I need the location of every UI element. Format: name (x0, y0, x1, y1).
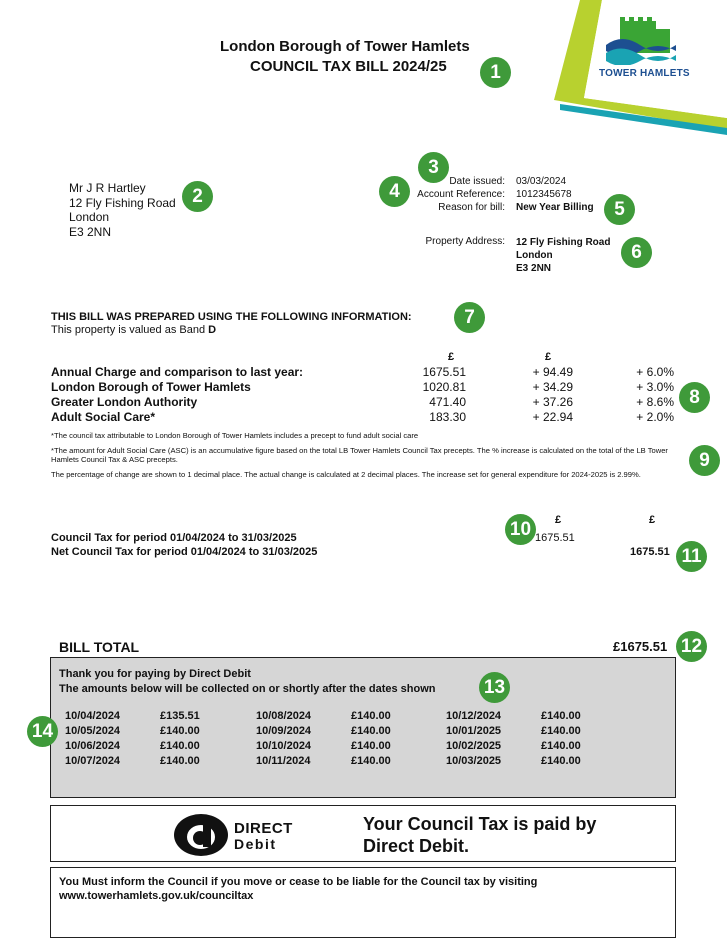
paid-by-direct-debit-line1: Your Council Tax is paid by (363, 814, 597, 834)
period-currency-2: £ (649, 514, 656, 526)
marker-5: 5 (604, 194, 635, 225)
charge-label: London Borough of Tower Hamlets (51, 380, 251, 394)
schedule-column (446, 709, 581, 769)
charge-label: Adult Social Care* (51, 410, 156, 424)
schedule-date: 10/08/2024 (256, 710, 312, 722)
schedule-amount: £140.00 (541, 740, 581, 752)
schedule-item (256, 754, 391, 769)
schedule-item (65, 724, 200, 739)
note-asc-calculation: *The amount for Adult Social Care (ASC) is an accumulative figure based on the total LB Tower Hamlets Council Tax precepts. The % increase is calculated on the total of the LB Tower Hamlets Council Tax & ASC precepts. (51, 446, 668, 464)
council-name: London Borough of Tower Hamlets (220, 38, 470, 55)
schedule-column (256, 709, 391, 769)
schedule-item (446, 724, 581, 739)
reason: New Year Billing (516, 202, 594, 213)
direct-debit-collection-note: The amounts below will be collected on or shortly after the dates shown (59, 683, 436, 695)
band-text: This property is valued as Band (51, 324, 209, 336)
marker-2: 2 (182, 181, 213, 212)
band-value: D (208, 324, 217, 336)
schedule-date: 10/11/2024 (256, 755, 311, 767)
net-council-tax-label: Net Council Tax for period 01/04/2024 to 31/03/2025 (51, 546, 318, 558)
schedule-date: 10/06/2024 (65, 740, 121, 752)
charge-amount: 1675.51 (422, 365, 466, 379)
marker-12: 12 (676, 631, 707, 662)
charge-change: + 34.29 (532, 380, 573, 394)
charges-table (51, 365, 681, 425)
schedule-amount: £140.00 (351, 725, 391, 737)
account-ref: 1012345678 (516, 189, 572, 200)
property-address-label: Property Address: (425, 236, 505, 247)
charge-amount: 1020.81 (422, 380, 466, 394)
marker-8: 8 (679, 382, 710, 413)
net-council-tax-amount: 1675.51 (630, 546, 670, 558)
direct-debit-logo-word1: DIRECT (234, 820, 293, 837)
info-heading: THIS BILL WAS PREPARED USING THE FOLLOWING INFORMATION: (51, 311, 412, 323)
marker-13: 13 (479, 672, 510, 703)
schedule-amount: £140.00 (541, 755, 581, 767)
currency-header-change: £ (545, 351, 552, 363)
recipient-line: London (69, 210, 110, 224)
schedule-amount: £140.00 (160, 755, 200, 767)
schedule-amount: £140.00 (541, 725, 581, 737)
schedule-date: 10/09/2024 (256, 725, 312, 737)
paid-by-direct-debit-line2: Direct Debit. (363, 836, 470, 856)
charge-change: + 37.26 (532, 395, 573, 409)
schedule-date: 10/12/2024 (446, 710, 502, 722)
schedule-date: 10/02/2025 (446, 740, 502, 752)
charge-label: Greater London Authority (51, 395, 198, 409)
marker-3: 3 (418, 152, 449, 183)
marker-6: 6 (621, 237, 652, 268)
charge-pct: + 6.0% (636, 365, 674, 379)
schedule-date: 10/01/2025 (446, 725, 502, 737)
reason-label: Reason for bill: (438, 202, 505, 213)
schedule-amount: £140.00 (351, 755, 391, 767)
schedule-item (256, 739, 391, 754)
recipient-line: E3 2NN (69, 224, 112, 239)
schedule-item (65, 754, 200, 769)
property-address (516, 236, 610, 275)
charge-change: + 94.49 (532, 365, 573, 379)
charge-row (51, 410, 681, 425)
council-tax-period-amount: 1675.51 (535, 532, 575, 544)
bill-total-label: BILL TOTAL (59, 639, 140, 655)
charge-label: Annual Charge and comparison to last year: (51, 365, 304, 379)
schedule-amount: £135.51 (160, 710, 200, 722)
charge-pct: + 3.0% (636, 380, 674, 394)
property-line: E3 2NN (516, 263, 552, 274)
recipient-line: 12 Fly Fishing Road (69, 195, 176, 210)
schedule-column (65, 709, 200, 769)
tower-hamlets-logo-icon (602, 15, 680, 65)
schedule-item (256, 709, 391, 724)
recipient-line: Mr J R Hartley (69, 181, 146, 195)
note-percentage: The percentage of change are shown to 1 decimal place. The actual change is calculated at 2 decimal places. The increase set for general expenditure for 2024-2025 is 2.99%. (51, 470, 641, 479)
direct-debit-thanks: Thank you for paying by Direct Debit (59, 668, 251, 680)
charge-amount: 471.40 (429, 395, 466, 409)
recipient-address (69, 181, 176, 239)
schedule-item (446, 754, 581, 769)
direct-debit-logo-word2: Debit (234, 836, 277, 852)
schedule-date: 10/05/2024 (65, 725, 121, 737)
schedule-amount: £140.00 (541, 710, 581, 722)
direct-debit-logo-icon (173, 813, 229, 857)
schedule-item (256, 724, 391, 739)
marker-9: 9 (689, 445, 720, 476)
charge-amount: 183.30 (429, 410, 466, 424)
currency-header-amount: £ (448, 351, 455, 363)
charge-row (51, 365, 681, 380)
marker-1: 1 (480, 57, 511, 88)
marker-4: 4 (379, 176, 410, 207)
schedule-item (65, 709, 200, 724)
period-currency-1: £ (555, 514, 562, 526)
date-issued: 03/03/2024 (516, 176, 567, 187)
charge-pct: + 8.6% (636, 395, 674, 409)
marker-11: 11 (676, 541, 707, 572)
date-issued-label: Date issued: (449, 176, 505, 187)
bill-total-amount: £1675.51 (613, 639, 668, 654)
council-tax-period-label: Council Tax for period 01/04/2024 to 31/03/2025 (51, 532, 297, 544)
property-line: 12 Fly Fishing Road (516, 237, 611, 248)
marker-10: 10 (505, 514, 536, 545)
logo-text: TOWER HAMLETS (599, 68, 690, 79)
schedule-date: 10/04/2024 (65, 710, 121, 722)
schedule-item (446, 739, 581, 754)
schedule-item (446, 709, 581, 724)
schedule-date: 10/10/2024 (256, 740, 312, 752)
marker-14: 14 (27, 716, 58, 747)
account-ref-label: Account Reference: (417, 189, 505, 200)
footer-website-link[interactable]: www.towerhamlets.gov.uk/counciltax (59, 890, 254, 902)
schedule-date: 10/03/2025 (446, 755, 502, 767)
marker-7: 7 (454, 302, 485, 333)
schedule-amount: £140.00 (160, 725, 200, 737)
charge-pct: + 2.0% (636, 410, 674, 424)
property-line: London (516, 250, 553, 261)
schedule-item (65, 739, 200, 754)
schedule-amount: £140.00 (351, 740, 391, 752)
bill-title: COUNCIL TAX BILL 2024/25 (250, 58, 447, 75)
footer-notice-line1: You Must inform the Council if you move or cease to be liable for the Council tax by visiting (59, 876, 538, 888)
charge-row (51, 395, 681, 410)
note-asc-precept: *The council tax attributable to London Borough of Tower Hamlets includes a precept to fund adult social care (51, 431, 419, 440)
charge-change: + 22.94 (532, 410, 573, 424)
charge-row (51, 380, 681, 395)
schedule-amount: £140.00 (160, 740, 200, 752)
band-line (51, 324, 216, 336)
schedule-amount: £140.00 (351, 710, 391, 722)
schedule-date: 10/07/2024 (65, 755, 121, 767)
